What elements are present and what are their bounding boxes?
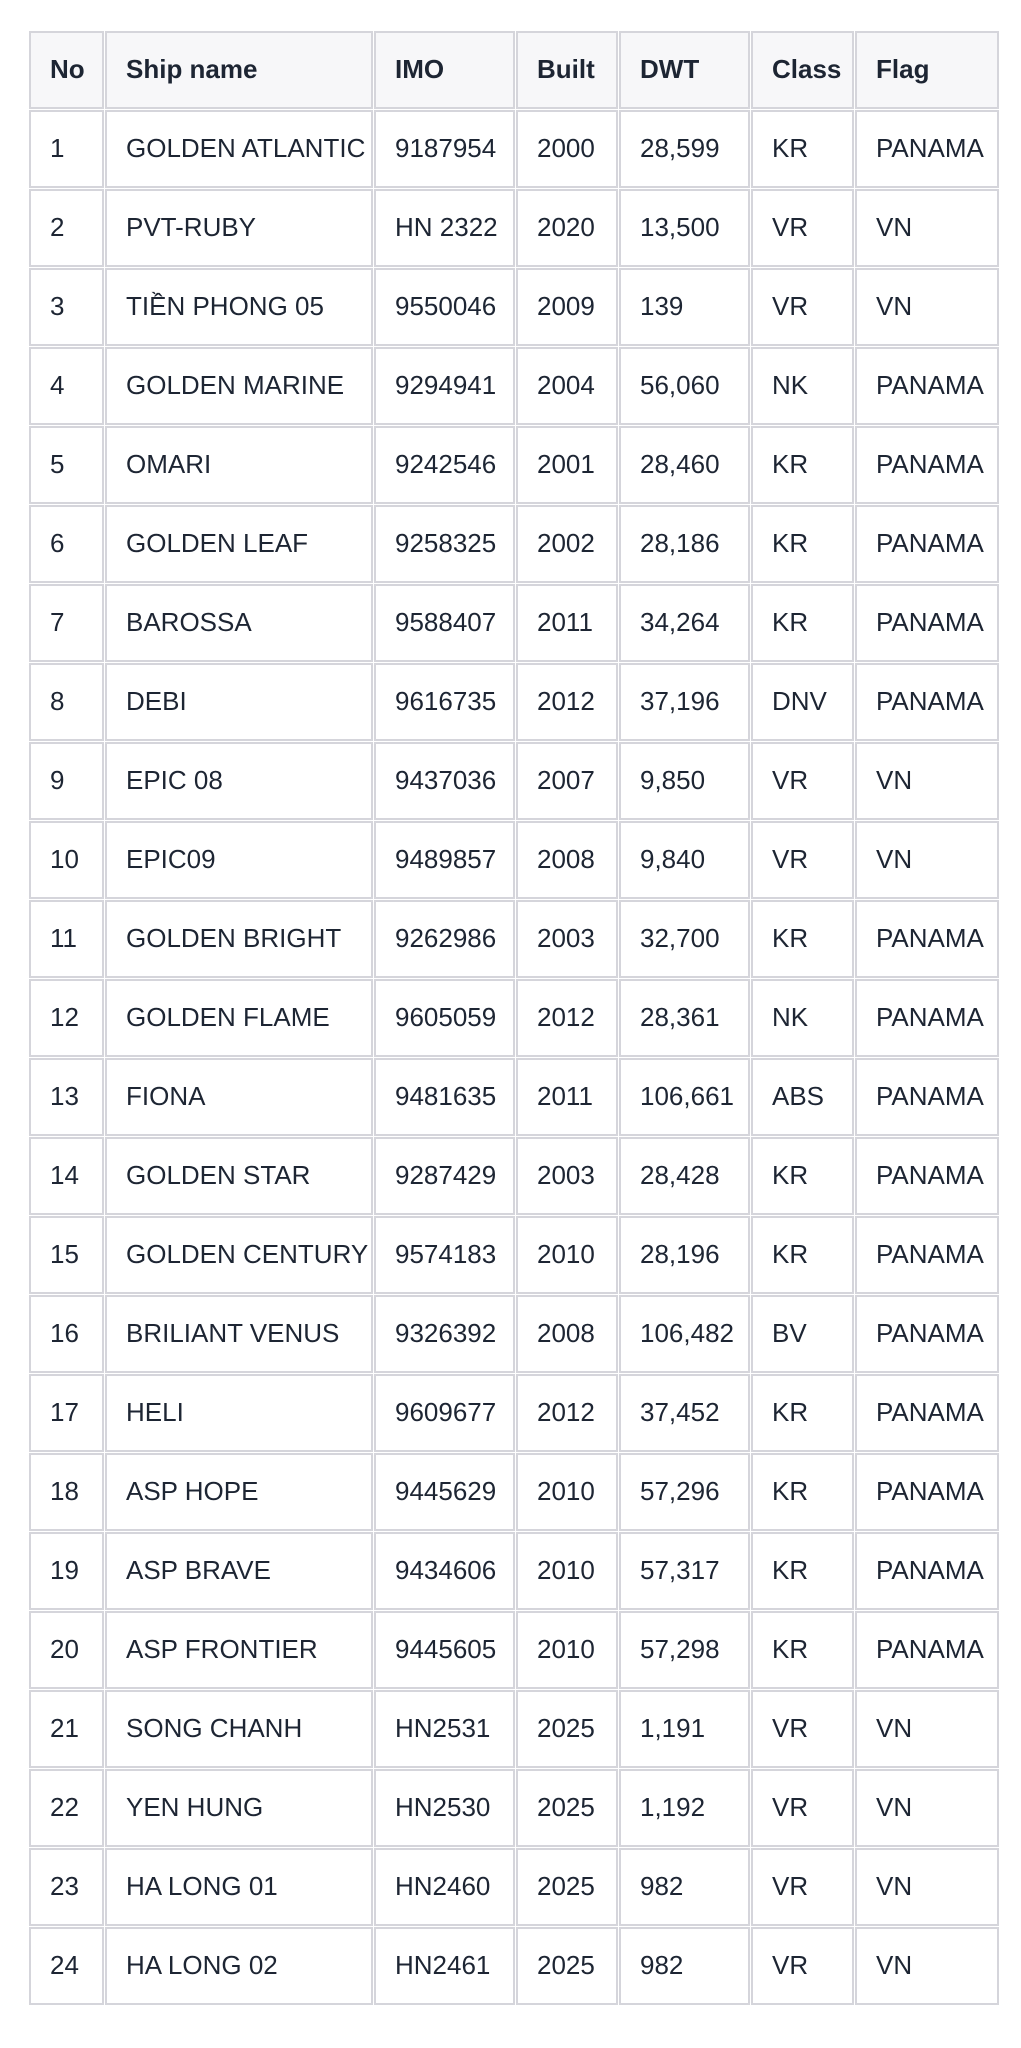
cell-flag: VN [855,1769,999,1847]
table-header-row [29,31,999,109]
cell-ship-name: SONG CHANH [105,1690,373,1768]
column-header-imo: IMO [374,31,515,109]
table-row [29,1216,999,1294]
cell-class: VR [751,821,854,899]
cell-class: BV [751,1295,854,1373]
cell-no: 22 [29,1769,104,1847]
cell-class: KR [751,1137,854,1215]
cell-class: KR [751,110,854,188]
cell-flag: VN [855,1848,999,1926]
cell-no: 15 [29,1216,104,1294]
cell-no: 19 [29,1532,104,1610]
table-row [29,189,999,267]
cell-no: 20 [29,1611,104,1689]
cell-built: 2003 [516,900,618,978]
cell-ship-name: HELI [105,1374,373,1452]
table-row [29,742,999,820]
cell-imo: 9489857 [374,821,515,899]
cell-class: KR [751,1216,854,1294]
cell-imo: HN 2322 [374,189,515,267]
cell-imo: 9588407 [374,584,515,662]
cell-built: 2011 [516,584,618,662]
table-row [29,1295,999,1373]
cell-built: 2020 [516,189,618,267]
cell-class: VR [751,268,854,346]
cell-flag: PANAMA [855,1216,999,1294]
cell-flag: PANAMA [855,1532,999,1610]
cell-built: 2003 [516,1137,618,1215]
cell-imo: 9445629 [374,1453,515,1531]
cell-class: VR [751,742,854,820]
cell-built: 2012 [516,1374,618,1452]
cell-class: NK [751,347,854,425]
cell-flag: VN [855,1690,999,1768]
cell-dwt: 57,317 [619,1532,750,1610]
cell-no: 1 [29,110,104,188]
cell-built: 2000 [516,110,618,188]
cell-flag: PANAMA [855,505,999,583]
cell-ship-name: GOLDEN STAR [105,1137,373,1215]
cell-imo: HN2461 [374,1927,515,2005]
cell-class: KR [751,1453,854,1531]
cell-no: 3 [29,268,104,346]
cell-class: KR [751,1532,854,1610]
column-header-flag: Flag [855,31,999,109]
cell-ship-name: OMARI [105,426,373,504]
table-row [29,821,999,899]
table-row [29,1690,999,1768]
cell-built: 2025 [516,1769,618,1847]
cell-built: 2008 [516,1295,618,1373]
cell-no: 9 [29,742,104,820]
cell-class: KR [751,1611,854,1689]
cell-ship-name: FIONA [105,1058,373,1136]
cell-imo: 9481635 [374,1058,515,1136]
cell-built: 2008 [516,821,618,899]
cell-no: 16 [29,1295,104,1373]
cell-ship-name: GOLDEN CENTURY [105,1216,373,1294]
cell-built: 2010 [516,1532,618,1610]
table-row [29,1453,999,1531]
cell-imo: HN2460 [374,1848,515,1926]
cell-imo: 9574183 [374,1216,515,1294]
cell-imo: 9445605 [374,1611,515,1689]
cell-imo: 9262986 [374,900,515,978]
cell-built: 2025 [516,1690,618,1768]
cell-ship-name: PVT-RUBY [105,189,373,267]
cell-imo: 9242546 [374,426,515,504]
cell-flag: PANAMA [855,1137,999,1215]
cell-dwt: 32,700 [619,900,750,978]
column-header-built: Built [516,31,618,109]
cell-no: 24 [29,1927,104,2005]
cell-no: 18 [29,1453,104,1531]
cell-flag: PANAMA [855,663,999,741]
cell-flag: PANAMA [855,426,999,504]
cell-class: KR [751,426,854,504]
column-header-dwt: DWT [619,31,750,109]
cell-imo: 9294941 [374,347,515,425]
cell-no: 8 [29,663,104,741]
table-row [29,268,999,346]
cell-ship-name: TIỀN PHONG 05 [105,268,373,346]
cell-built: 2001 [516,426,618,504]
cell-built: 2010 [516,1216,618,1294]
table-row [29,1611,999,1689]
table-row [29,900,999,978]
cell-imo: 9187954 [374,110,515,188]
cell-class: DNV [751,663,854,741]
cell-class: KR [751,584,854,662]
table-row [29,1769,999,1847]
cell-flag: VN [855,268,999,346]
cell-dwt: 28,361 [619,979,750,1057]
cell-dwt: 34,264 [619,584,750,662]
cell-no: 23 [29,1848,104,1926]
cell-imo: HN2530 [374,1769,515,1847]
cell-flag: VN [855,742,999,820]
cell-built: 2009 [516,268,618,346]
cell-ship-name: EPIC09 [105,821,373,899]
cell-ship-name: BRILIANT VENUS [105,1295,373,1373]
cell-dwt: 56,060 [619,347,750,425]
cell-ship-name: ASP FRONTIER [105,1611,373,1689]
cell-built: 2010 [516,1611,618,1689]
table-row [29,1374,999,1452]
cell-dwt: 28,186 [619,505,750,583]
cell-dwt: 57,296 [619,1453,750,1531]
cell-ship-name: GOLDEN LEAF [105,505,373,583]
cell-no: 7 [29,584,104,662]
table-row [29,979,999,1057]
table-row [29,1532,999,1610]
cell-flag: VN [855,1927,999,2005]
cell-class: VR [751,189,854,267]
cell-no: 14 [29,1137,104,1215]
cell-no: 12 [29,979,104,1057]
cell-class: VR [751,1848,854,1926]
cell-no: 10 [29,821,104,899]
cell-flag: PANAMA [855,979,999,1057]
cell-dwt: 13,500 [619,189,750,267]
cell-ship-name: GOLDEN MARINE [105,347,373,425]
table-row [29,1848,999,1926]
cell-flag: PANAMA [855,347,999,425]
table-row [29,505,999,583]
cell-built: 2012 [516,663,618,741]
cell-flag: PANAMA [855,1453,999,1531]
cell-dwt: 139 [619,268,750,346]
cell-built: 2004 [516,347,618,425]
cell-no: 21 [29,1690,104,1768]
cell-ship-name: ASP BRAVE [105,1532,373,1610]
cell-imo: 9609677 [374,1374,515,1452]
cell-imo: 9616735 [374,663,515,741]
cell-no: 13 [29,1058,104,1136]
cell-dwt: 28,599 [619,110,750,188]
cell-built: 2007 [516,742,618,820]
cell-dwt: 9,840 [619,821,750,899]
cell-no: 2 [29,189,104,267]
cell-dwt: 37,452 [619,1374,750,1452]
cell-dwt: 28,460 [619,426,750,504]
cell-dwt: 57,298 [619,1611,750,1689]
cell-ship-name: ASP HOPE [105,1453,373,1531]
cell-dwt: 1,191 [619,1690,750,1768]
cell-flag: PANAMA [855,584,999,662]
column-header-class: Class [751,31,854,109]
cell-built: 2012 [516,979,618,1057]
cell-class: KR [751,505,854,583]
cell-ship-name: HA LONG 01 [105,1848,373,1926]
table-row [29,110,999,188]
cell-flag: VN [855,821,999,899]
cell-dwt: 982 [619,1848,750,1926]
table-row [29,584,999,662]
cell-dwt: 37,196 [619,663,750,741]
cell-ship-name: GOLDEN ATLANTIC [105,110,373,188]
table-body [29,110,999,2005]
cell-imo: 9287429 [374,1137,515,1215]
cell-built: 2025 [516,1848,618,1926]
table-row [29,1927,999,2005]
cell-class: ABS [751,1058,854,1136]
cell-dwt: 9,850 [619,742,750,820]
cell-imo: 9550046 [374,268,515,346]
cell-ship-name: GOLDEN BRIGHT [105,900,373,978]
cell-class: NK [751,979,854,1057]
cell-imo: HN2531 [374,1690,515,1768]
cell-flag: PANAMA [855,1058,999,1136]
cell-built: 2011 [516,1058,618,1136]
cell-no: 5 [29,426,104,504]
cell-flag: PANAMA [855,110,999,188]
cell-dwt: 28,196 [619,1216,750,1294]
cell-ship-name: EPIC 08 [105,742,373,820]
cell-no: 6 [29,505,104,583]
column-header-no: No [29,31,104,109]
cell-imo: 9605059 [374,979,515,1057]
table-row [29,426,999,504]
cell-built: 2025 [516,1927,618,2005]
table-row [29,663,999,741]
cell-imo: 9258325 [374,505,515,583]
cell-built: 2002 [516,505,618,583]
column-header-ship_name: Ship name [105,31,373,109]
cell-built: 2010 [516,1453,618,1531]
cell-class: KR [751,1374,854,1452]
cell-flag: PANAMA [855,1374,999,1452]
cell-imo: 9326392 [374,1295,515,1373]
cell-ship-name: BAROSSA [105,584,373,662]
cell-class: VR [751,1690,854,1768]
cell-ship-name: DEBI [105,663,373,741]
cell-flag: PANAMA [855,1611,999,1689]
cell-flag: PANAMA [855,900,999,978]
table-header [29,31,999,109]
table-row [29,1137,999,1215]
cell-no: 17 [29,1374,104,1452]
cell-flag: PANAMA [855,1295,999,1373]
cell-ship-name: GOLDEN FLAME [105,979,373,1057]
cell-dwt: 106,482 [619,1295,750,1373]
cell-flag: VN [855,189,999,267]
table-row [29,1058,999,1136]
cell-class: VR [751,1927,854,2005]
cell-class: KR [751,900,854,978]
cell-class: VR [751,1769,854,1847]
table-row [29,347,999,425]
cell-ship-name: YEN HUNG [105,1769,373,1847]
cell-ship-name: HA LONG 02 [105,1927,373,2005]
cell-dwt: 106,661 [619,1058,750,1136]
cell-dwt: 28,428 [619,1137,750,1215]
cell-dwt: 1,192 [619,1769,750,1847]
cell-imo: 9434606 [374,1532,515,1610]
cell-imo: 9437036 [374,742,515,820]
cell-no: 11 [29,900,104,978]
cell-no: 4 [29,347,104,425]
ship-fleet-table [28,30,1000,2006]
cell-dwt: 982 [619,1927,750,2005]
